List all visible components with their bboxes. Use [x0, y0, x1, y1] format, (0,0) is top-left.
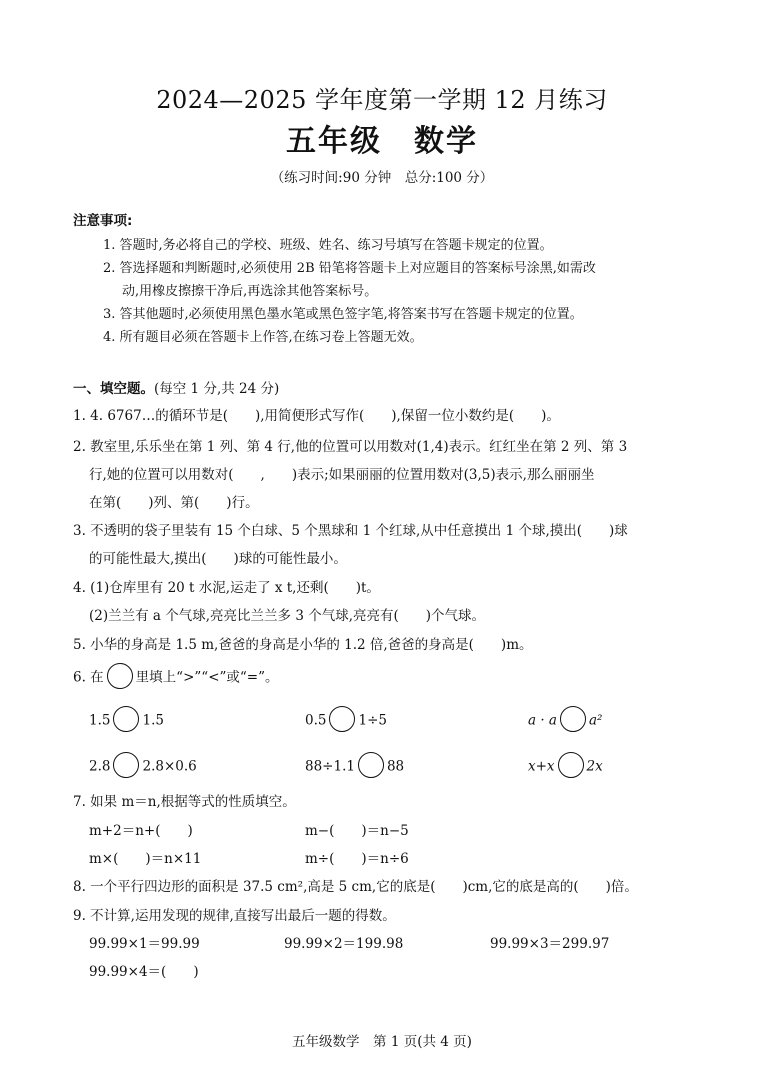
note-item: 动,用橡皮擦擦干净后,再选涂其他答案标号。 [122, 284, 378, 299]
note-item: 3. 答其他题时,必须使用黑色墨水笔或黑色签字笔,将答案书写在答题卡规定的位置。 [103, 307, 583, 322]
equation-item: m−( )＝n−5 [305, 823, 409, 839]
compare-left: a · a [528, 712, 557, 729]
compare-item [305, 754, 404, 780]
compare-left: 88÷1.1 [305, 758, 355, 775]
question-9: 9. 不计算,运用发现的规律,直接写出最后一题的得数。 [73, 908, 396, 924]
question-8: 8. 一个平行四边形的面积是 37.5 cm²,高是 5 cm,它的底是( )cm,它的底是高的( )倍。 [73, 879, 638, 895]
note-item: 1. 答题时,务必将自己的学校、班级、姓名、练习号填写在答题卡规定的位置。 [103, 238, 553, 253]
question-2-line-1: 2. 教室里,乐乐坐在第 1 列、第 4 行,他的位置可以用数对(1,4)表示。红红坐在第 2 列、第 3 [73, 439, 628, 455]
question-3-line-2: 的可能性最大,摸出( )球的可能性最小。 [89, 551, 347, 567]
question-2-line-2: 行,她的位置可以用数对( , )表示;如果丽丽的位置用数对(3,5)表示,那么丽丽坐 [89, 467, 595, 483]
pattern-item: 99.99×1＝99.99 [89, 936, 200, 952]
compare-item [528, 754, 603, 780]
question-1: 1. 4. 6767…的循环节是( ),用简便形式写作( ),保留一位小数约是( )。 [73, 408, 560, 424]
exam-subject: 五年级 数学 [286, 124, 478, 159]
exam-title: 2024—2025 学年度第一学期 12 月练习 [156, 86, 608, 114]
question-6-prefix: 6. 在 [73, 669, 104, 686]
question-4-2: (2)兰兰有 a 个气球,亮亮比兰兰多 3 个气球,亮亮有( )个气球。 [89, 608, 486, 624]
pattern-item: 99.99×2＝199.98 [284, 936, 404, 952]
compare-item [89, 708, 164, 734]
section-note: (每空 1 分,共 24 分) [154, 381, 280, 397]
compare-item [528, 708, 602, 734]
compare-right: 1.5̇ [142, 712, 164, 729]
compare-right: 2.8×0.6 [142, 758, 197, 775]
question-6 [73, 665, 279, 691]
exam-meta: （练习时间:90 分钟 总分:100 分） [270, 170, 494, 186]
question-3-line-1: 3. 不透明的袋子里装有 15 个白球、5 个黑球和 1 个红球,从中任意摸出 1 个球,摸出( )球 [73, 523, 628, 539]
equation-item: m÷( )＝n÷6 [305, 851, 409, 867]
answer-circle[interactable] [329, 706, 355, 732]
compare-left: 1.5 [89, 712, 111, 729]
compare-right: 88 [386, 758, 405, 775]
compare-right: 2x [586, 758, 603, 775]
notes-heading: 注意事项: [73, 213, 133, 229]
compare-right: a² [588, 712, 603, 729]
answer-circle[interactable] [113, 706, 139, 732]
note-item: 4. 所有题目必须在答题卡上作答,在练习卷上答题无效。 [103, 330, 423, 345]
compare-left: x+x [528, 758, 555, 775]
section-heading [73, 377, 279, 397]
section-title: 一、填空题。 [73, 381, 154, 397]
equation-item: m+2＝n+( ) [89, 823, 193, 839]
note-item: 2. 答选择题和判断题时,必须使用 2B 铅笔将答题卡上对应题目的答案标号涂黑,如需改 [103, 261, 596, 276]
question-2-line-3: 在第( )列、第( )行。 [89, 495, 259, 511]
answer-circle[interactable] [107, 663, 133, 689]
pattern-item: 99.99×3＝299.97 [490, 936, 610, 952]
compare-left: 2.8 [89, 758, 111, 775]
answer-circle[interactable] [358, 752, 384, 778]
compare-item [89, 754, 197, 780]
compare-left: 0.5 [305, 712, 327, 729]
answer-circle[interactable] [560, 706, 586, 732]
compare-item [305, 708, 387, 734]
question-6-suffix: 里填上“>”“<”或“=”。 [135, 669, 279, 686]
pattern-item: 99.99×4＝( ) [89, 964, 199, 980]
compare-right: 1÷5 [358, 712, 387, 729]
page-footer: 五年级数学 第 1 页(共 4 页) [292, 1034, 472, 1050]
question-4-1: 4. (1)仓库里有 20 t 水泥,运走了 x t,还剩( )t。 [73, 580, 380, 596]
equation-item: m×( )＝n×11 [89, 851, 202, 867]
question-5: 5. 小华的身高是 1.5 m,爸爸的身高是小华的 1.2 倍,爸爸的身高是( )m。 [73, 637, 533, 653]
question-7: 7. 如果 m＝n,根据等式的性质填空。 [73, 794, 296, 810]
answer-circle[interactable] [558, 752, 584, 778]
answer-circle[interactable] [113, 752, 139, 778]
